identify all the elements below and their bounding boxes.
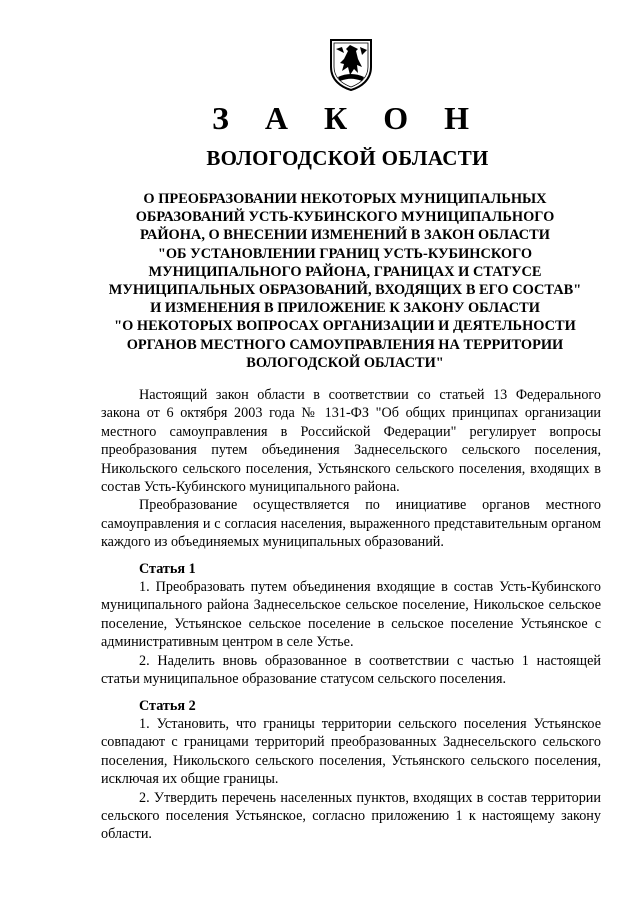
preamble-paragraph: Преобразование осуществляется по инициативе органов местного самоуправления и с согласия населения, выраженного представительным органом каждого из объединяемых муниципальных образований. — [101, 497, 601, 551]
article-2-paragraph: 1. Установить, что границы территории сельского поселения Устьянское совпадают с границами территорий преобразованных Заднесельского сельского поселения, Никольского сельского поселения, Устьянского сельского поселения, исключая их общие границы. — [101, 715, 601, 788]
article-1-title: Статья 1 — [139, 560, 196, 577]
preamble-paragraph: Настоящий закон области в соответствии со статьей 13 Федерального закона от 6 октября 2003 года № 131-ФЗ "Об общих принципах организации местного самоуправления в Российской Федерации" регулирует вопросы преобразования путем объединения Заднесельского сельского поселения, Никольского сельского поселения, Устьянского сельского поселения, входящих в состав Усть-Кубинского муниципального района. — [101, 387, 601, 496]
heading-line: МУНИЦИПАЛЬНОГО РАЙОНА, ГРАНИЦАХ И СТАТУСЕ — [148, 263, 542, 280]
heading-line: ВОЛОГОДСКОЙ ОБЛАСТИ" — [246, 354, 444, 371]
heading-line: И ИЗМЕНЕНИЯ В ПРИЛОЖЕНИЕ К ЗАКОНУ ОБЛАСТИ — [150, 300, 540, 317]
heading-line: МУНИЦИПАЛЬНЫХ ОБРАЗОВАНИЙ, ВХОДЯЩИХ В ЕГО СОСТАВ" — [108, 282, 582, 299]
heading-line: РАЙОНА, О ВНЕСЕНИИ ИЗМЕНЕНИЙ В ЗАКОН ОБЛАСТИ — [140, 227, 550, 244]
heading-line: О ПРЕОБРАЗОВАНИИ НЕКОТОРЫХ МУНИЦИПАЛЬНЫХ — [143, 191, 547, 207]
document-subtitle: ВОЛОГОДСКОЙ ОБЛАСТИ — [206, 146, 489, 170]
article-2-paragraph: 2. Утвердить перечень населенных пунктов, входящих в состав территории сельского поселения Устьянское, согласно приложению 1 к настоящему закону области. — [101, 789, 601, 843]
heading-line: "ОБ УСТАНОВЛЕНИИ ГРАНИЦ УСТЬ-КУБИНСКОГО — [157, 245, 533, 262]
law-heading — [95, 190, 595, 372]
coat-of-arms-icon — [328, 37, 374, 91]
heading-line: ОРГАНОВ МЕСТНОГО САМОУПРАВЛЕНИЯ НА ТЕРРИТОРИИ — [126, 336, 564, 353]
document-title: З А К О Н — [212, 100, 483, 136]
article-2-title: Статья 2 — [139, 697, 196, 714]
heading-line: ОБРАЗОВАНИЙ УСТЬ-КУБИНСКОГО МУНИЦИПАЛЬНОГО — [135, 209, 555, 226]
article-1-paragraph: 1. Преобразовать путем объединения входящие в состав Усть-Кубинского муниципального района Заднесельское сельское поселение, Никольское сельское поселение, Устьянское сельское поселение в сельское поселение Устьянское с административным центром в селе Устье. — [101, 579, 601, 651]
article-1-paragraph: 2. Наделить вновь образованное в соответствии с частью 1 настоящей статьи муниципальное образование статусом сельского поселения. — [101, 652, 601, 688]
heading-line: "О НЕКОТОРЫХ ВОПРОСАХ ОРГАНИЗАЦИИ И ДЕЯТЕЛЬНОСТИ — [114, 318, 576, 335]
document-body — [101, 386, 601, 844]
